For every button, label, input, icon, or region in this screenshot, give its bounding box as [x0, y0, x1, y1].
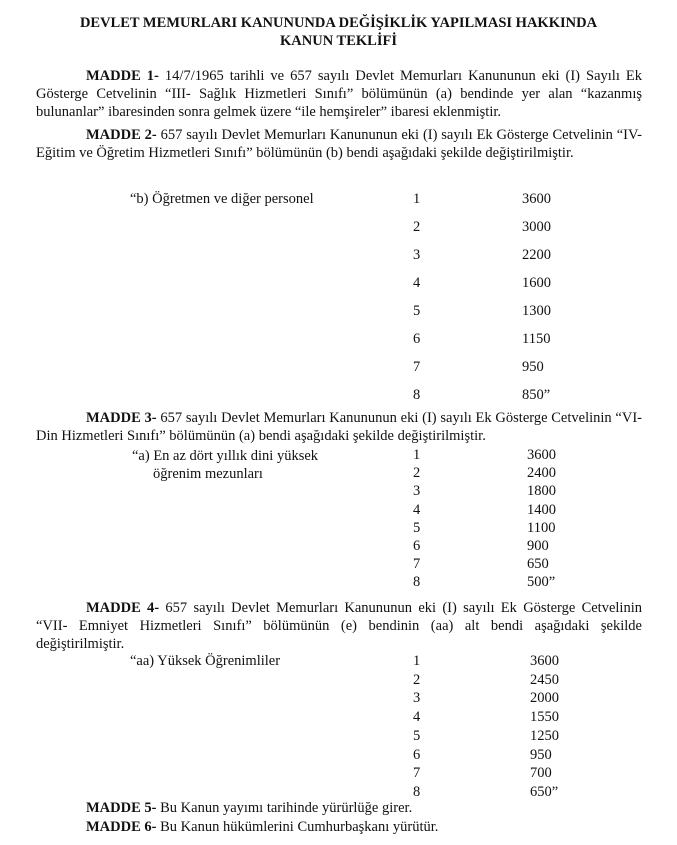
table-row-indicator: 1400	[527, 501, 556, 518]
table-row-number: 3	[413, 247, 421, 263]
table-row-indicator: 2200	[522, 247, 551, 263]
table-row-number: 6	[413, 331, 421, 347]
table-row-indicator: 650	[527, 556, 549, 573]
table-row-number: 3	[413, 690, 421, 707]
table-row-indicator: 2450	[530, 671, 559, 688]
table-row-indicator: 1550	[530, 709, 559, 726]
table-row-indicator: 950	[522, 359, 544, 375]
table-row-indicator: 1100	[527, 519, 556, 536]
table-row-number: 6	[413, 746, 421, 763]
table-row-number: 1	[413, 653, 421, 669]
table-row-indicator: 2000	[530, 690, 559, 707]
table-row-indicator: 1300	[522, 303, 551, 319]
table-row-indicator: 3600	[527, 447, 556, 463]
table-row-indicator: 650”	[530, 783, 559, 800]
article-3-text: 657 sayılı Devlet Memurları Kanununun eki (I) sayılı Ek Gösterge Cetvelinin “VI- Din Hizmetleri Sınıfı” bölümünün (a) bendi aşağıdaki şekilde değiştirilmiştir.	[36, 410, 642, 444]
table-row-indicator: 1800	[527, 483, 556, 500]
table-row-indicator: 850”	[522, 387, 551, 403]
article-2-table-label: “b) Öğretmen ve diğer personel	[130, 191, 314, 207]
article-3-label: MADDE 3-	[86, 410, 157, 426]
table-row-indicator: 950	[530, 746, 552, 763]
article-6-text: Bu Kanun hükümlerini Cumhurbaşkanı yürütür.	[156, 819, 439, 835]
article-4-table-label: “aa) Yüksek Öğrenimliler	[130, 653, 281, 669]
table-row-number: 1	[413, 191, 421, 207]
table-row-number: 4	[413, 275, 421, 291]
article-2	[36, 126, 642, 162]
document-title-line-2: KANUN TEKLİFİ	[280, 33, 397, 49]
table-row-indicator: 3600	[530, 653, 559, 669]
table-row-number: 8	[413, 574, 421, 591]
article-5	[36, 799, 642, 817]
table-row-number: 8	[413, 783, 421, 800]
table-row-number: 7	[413, 556, 421, 573]
article-3-table-label-line-2: öğrenim mezunları	[153, 466, 263, 482]
table-row-number: 1	[413, 447, 421, 463]
article-1-label: MADDE 1-	[86, 68, 159, 84]
table-row-indicator: 900	[527, 538, 549, 554]
table-row-indicator: 500”	[527, 574, 556, 591]
article-4-label: MADDE 4-	[86, 600, 160, 616]
table-row-number: 4	[413, 709, 421, 726]
table-row-number: 7	[413, 765, 421, 782]
table-row-number: 2	[413, 465, 421, 482]
table-row-number: 8	[413, 387, 421, 403]
article-2-label: MADDE 2-	[86, 127, 157, 143]
document-title-line-1: DEVLET MEMURLARI KANUNUNDA DEĞİŞİKLİK YAPILMASI HAKKINDA	[79, 15, 598, 31]
article-6	[36, 818, 642, 836]
table-row-number: 7	[413, 359, 421, 375]
table-row-number: 3	[413, 483, 421, 500]
table-row-number: 5	[413, 519, 421, 536]
article-6-label: MADDE 6-	[86, 819, 157, 835]
table-row-indicator: 2400	[527, 465, 556, 482]
article-3	[36, 409, 642, 445]
article-4-text: 657 sayılı Devlet Memurları Kanununun eki (I) sayılı Ek Gösterge Cetvelinin “VII- Emniyet Hizmetleri Sınıfı” bölümünün (e) bendinin (aa) alt bendi aşağıdaki şekilde değiştirilmiştir.	[36, 600, 642, 652]
table-row-indicator: 1150	[522, 331, 551, 347]
article-5-text: Bu Kanun yayımı tarihinde yürürlüğe girer.	[156, 800, 413, 816]
table-row-indicator: 1600	[522, 275, 551, 291]
article-4	[36, 599, 642, 653]
article-1	[36, 67, 642, 121]
article-3-table-label-line-1: “a) En az dört yıllık dini yüksek	[132, 448, 319, 464]
table-row-number: 6	[413, 538, 421, 554]
table-row-indicator: 700	[530, 765, 552, 782]
table-row-indicator: 3000	[522, 219, 551, 235]
article-1-text: 14/7/1965 tarihli ve 657 sayılı Devlet Memurları Kanununun eki (I) Sayılı Ek Gösterge Cetvelinin “III- Sağlık Hizmetleri Sınıfı” bölümünün (a) bendinde yer alan “kazanmış bulunanlar” ibaresinden sonra gelmek üzere “ile hemşireler” ibaresi eklenmiştir.	[36, 68, 642, 120]
table-row-indicator: 3600	[522, 191, 551, 207]
table-row-number: 5	[413, 303, 421, 319]
table-row-number: 5	[413, 727, 421, 744]
article-2-text: 657 sayılı Devlet Memurları Kanununun eki (I) sayılı Ek Gösterge Cetvelinin “IV- Eğitim ve Öğretim Hizmetleri Sınıfı” bölümünün (b) bendi aşağıdaki şekilde değiştirilmiştir.	[36, 127, 642, 161]
table-row-number: 2	[413, 671, 421, 688]
article-5-label: MADDE 5-	[86, 800, 157, 816]
table-row-number: 2	[413, 219, 421, 235]
table-row-indicator: 1250	[530, 727, 559, 744]
table-row-number: 4	[413, 501, 421, 518]
